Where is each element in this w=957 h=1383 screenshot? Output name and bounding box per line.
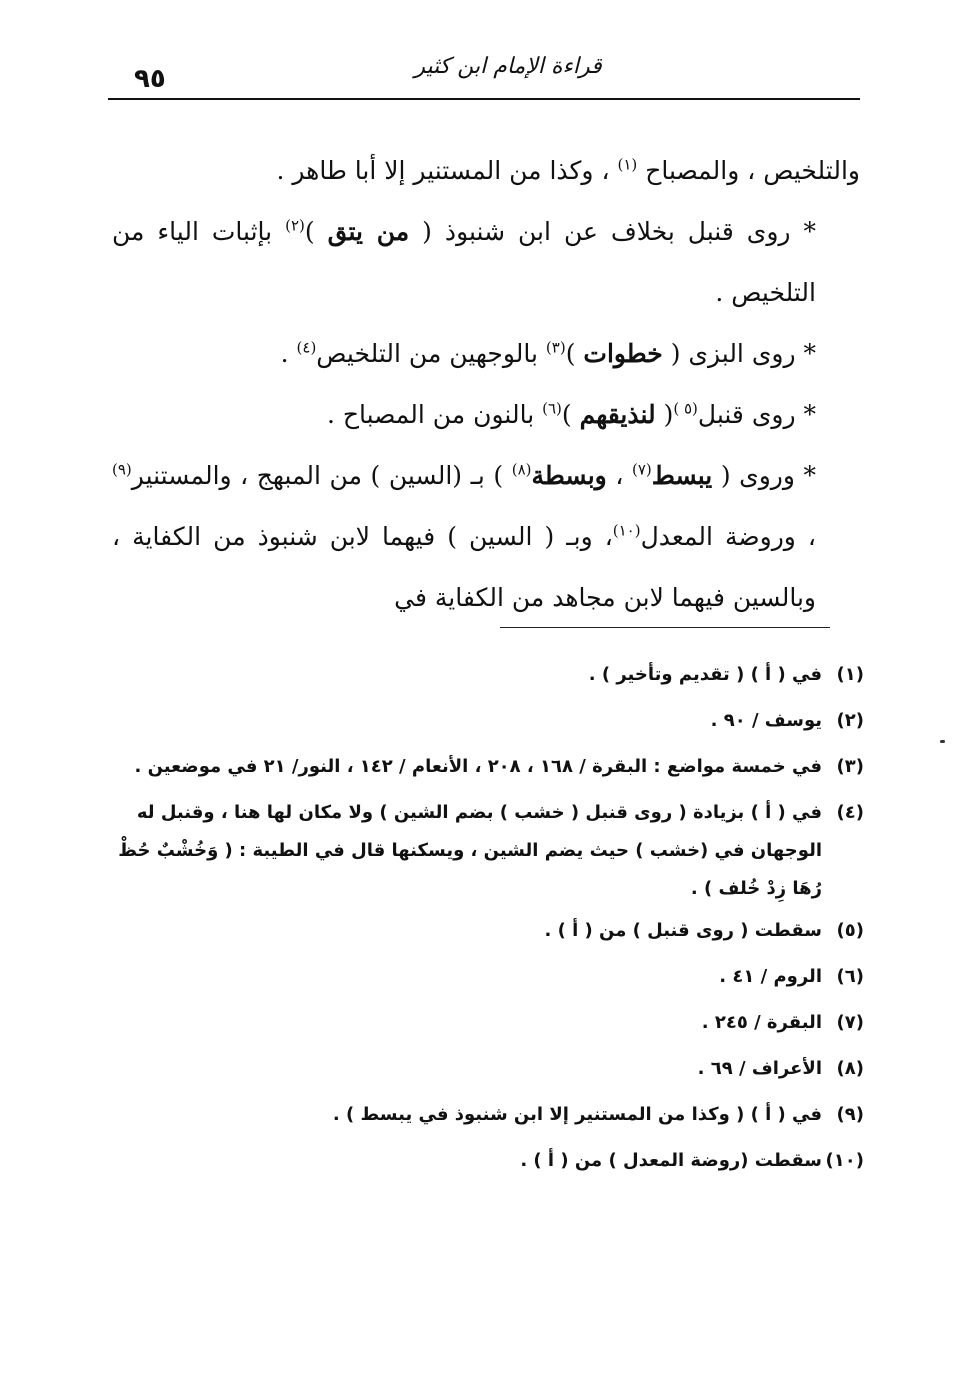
paragraph xyxy=(112,384,860,445)
footnote-number: (١) xyxy=(836,664,864,685)
text-run: بالوجهين من التلخيص xyxy=(316,339,546,368)
footnote-text: سقطت ( روى قنبل ) من ( أ ) . xyxy=(544,920,822,941)
paragraph xyxy=(112,445,860,628)
text-run: بإثبات الياء من التلخيص . xyxy=(112,217,816,307)
footnote-number: (٥) xyxy=(836,920,864,941)
text-run: * روى قنبل بخلاف عن ابن شنبوذ ( xyxy=(409,217,816,246)
paragraph-continuation xyxy=(112,140,860,201)
footnote xyxy=(112,790,864,908)
footnote-ref: (٦) xyxy=(542,399,562,418)
footnote-number: (١٠) xyxy=(825,1150,864,1171)
footnote-text: يوسف / ٩٠ . xyxy=(710,710,822,731)
footnote-number: (٦) xyxy=(836,966,864,987)
text-run: ) xyxy=(561,400,580,429)
text-run: والتلخيص ، والمصباح xyxy=(637,156,860,185)
text-run: * روى قنبل xyxy=(697,400,816,429)
footnote-number: (٧) xyxy=(836,1012,864,1033)
quran-word: خطوات xyxy=(583,339,663,368)
text-run: ) xyxy=(304,217,328,246)
text-run: ، وكذا من المستنير إلا أبا طاهر . xyxy=(276,156,618,185)
text-run: ) بـ (السين ) من المبهج ، والمستنير xyxy=(131,461,512,490)
footnote-ref: (٨) xyxy=(511,460,532,479)
footnotes xyxy=(112,652,864,1184)
paragraph xyxy=(112,201,860,323)
footnote-text: في ( أ ) بزيادة ( روى قنبل ( خشب ) بضم الشين ) ولا مكان لها هنا ، وقنبل له الوجهان في (خشب ) حيث يضم الشين ، ويسكنها قال في الطيبة : ( وَخُشْبٌ حُظْ رُهَا زِدْ خُلف ) . xyxy=(118,802,822,899)
page-header xyxy=(108,52,860,100)
footnote-ref: (٧) xyxy=(631,460,652,479)
footnote-number: (٩) xyxy=(836,1104,864,1125)
footnote-text: البقرة / ٢٤٥ . xyxy=(701,1012,822,1033)
page-number: ٩٥ xyxy=(134,64,166,94)
main-text xyxy=(112,140,860,628)
footnote-ref: (٢) xyxy=(285,216,305,235)
footnote-ref: (٣) xyxy=(545,338,566,357)
footnote-number: (٢) xyxy=(836,710,864,731)
paragraph xyxy=(112,323,860,384)
footnote-ref: (٥ ) xyxy=(673,399,698,418)
quran-word: وبسطة xyxy=(531,461,607,490)
footnote-text: في خمسة مواضع : البقرة / ١٦٨ ، ٢٠٨ ، الأنعام / ١٤٢ ، النور/ ٢١ في موضعين . xyxy=(134,756,822,777)
footnote-text: سقطت (روضة المعدل ) من ( أ ) . xyxy=(520,1150,822,1171)
footnote-text: في ( أ ) ( تقديم وتأخير ) . xyxy=(588,664,822,685)
text-run: ، xyxy=(606,461,632,490)
footnote xyxy=(112,1046,864,1092)
footnote xyxy=(112,652,864,698)
footnote-ref: (٩) xyxy=(112,460,132,479)
quran-word: لنذيقهم xyxy=(579,400,656,429)
footnote-text: الأعراف / ٦٩ . xyxy=(697,1058,822,1079)
footnote-ref: (١٠) xyxy=(612,521,641,540)
text-run: بالنون من المصباح . xyxy=(326,400,543,429)
header-rule xyxy=(108,98,860,100)
text-run: ) xyxy=(565,339,584,368)
text-run: * وروى ( xyxy=(712,461,816,490)
scan-speck xyxy=(940,740,945,743)
footnote xyxy=(112,908,864,954)
footnote xyxy=(112,1000,864,1046)
footnote-ref: (٤) xyxy=(296,338,317,357)
footnote-number: (٤) xyxy=(836,802,864,823)
running-title: قراءة الإمام ابن كثير xyxy=(414,54,602,79)
text-run: * روى البزى ( xyxy=(662,339,816,368)
text-run: . xyxy=(280,339,297,368)
footnote xyxy=(112,1092,864,1138)
footnote-ref: (١) xyxy=(617,155,638,174)
footnote xyxy=(112,1138,864,1184)
footnote xyxy=(112,744,864,790)
footnote xyxy=(112,698,864,744)
text-run: ، وبـ ( السين ) فيهما لابن شنبوذ من الكفاية ، وبالسين فيهما لابن مجاهد من الكفاية في xyxy=(112,522,816,612)
footnote-text: في ( أ ) ( وكذا من المستنير إلا ابن شنبوذ في يبسط ) . xyxy=(332,1104,822,1125)
footnote-number: (٨) xyxy=(836,1058,864,1079)
footnote xyxy=(112,954,864,1000)
text-run: ( xyxy=(655,400,674,429)
quran-word: يبسط xyxy=(651,461,713,490)
footnote-separator xyxy=(500,627,830,628)
text-run: ، وروضة المعدل xyxy=(640,522,816,551)
footnote-number: (٣) xyxy=(836,756,864,777)
quran-word: من يتق xyxy=(327,217,410,246)
footnote-text: الروم / ٤١ . xyxy=(719,966,822,987)
